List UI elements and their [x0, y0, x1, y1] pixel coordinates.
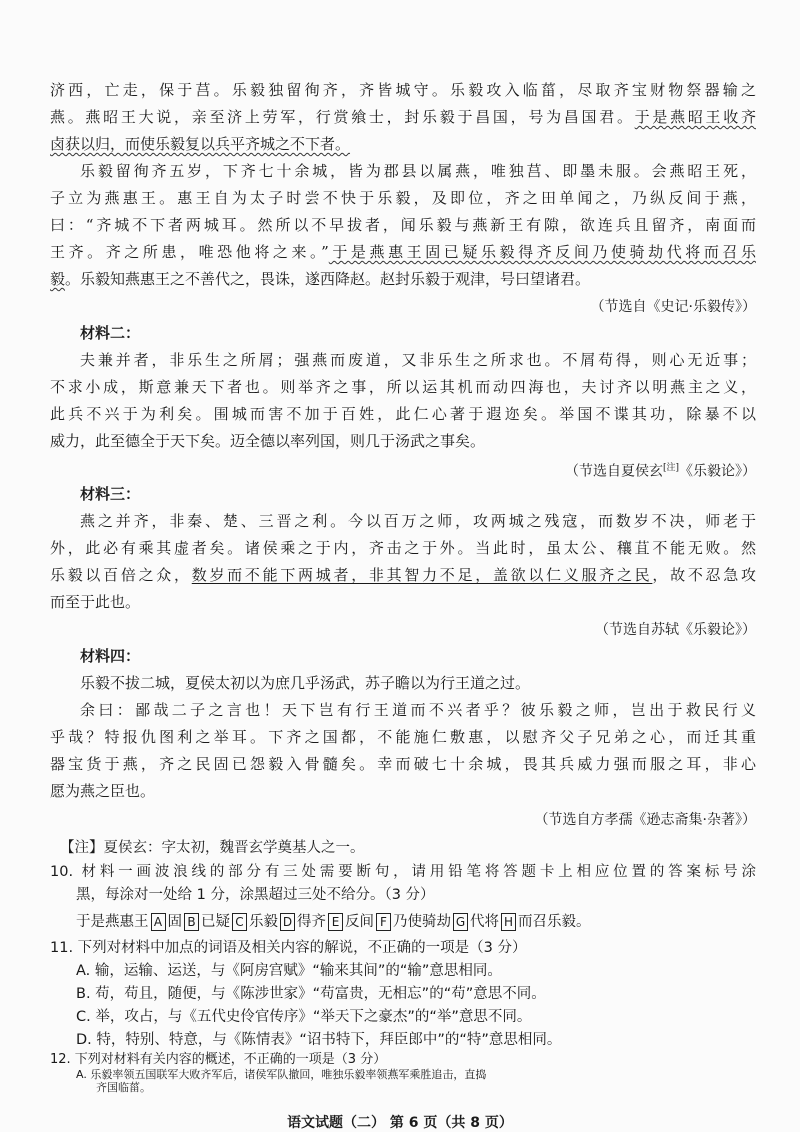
- material-heading: 材料四：: [80, 647, 141, 665]
- segment-text: 而召乐毅。: [518, 914, 591, 930]
- option-a-continued[interactable]: 齐国临菑。: [96, 1081, 151, 1094]
- answer-box-b[interactable]: B: [184, 913, 199, 931]
- passage-text: ，故不忍急攻: [652, 566, 756, 584]
- passage-line: 愿为燕之臣也。: [50, 782, 156, 800]
- passage-line: 不求小成，斯意兼天下者也。则举齐之事，所以运其机而动四海也，夫讨齐以明燕主之义，: [50, 378, 756, 396]
- source-citation: （节选自方孝孺《逊志斋集·杂著》）: [534, 812, 756, 828]
- passage-line: 外，此必有乘其虚者矣。诸侯乘之于内，齐击之于外。当此时，虽太公、穰苴不能无败。然: [50, 539, 756, 557]
- passage-text: 燕。燕昭王大说，亲至济上劳军，行赏飨士，封乐毅于昌国，号为昌国君。: [50, 108, 635, 126]
- option-b[interactable]: B. 苟，苟且，随便，与《陈涉世家》“苟富贵，无相忘”的“苟”意思不同。: [76, 986, 546, 1002]
- passage-line: 乐毅留徇齐五岁，下齐七十余城，皆为郡县以属燕，唯独莒、即墨未服。会燕昭王死，: [80, 162, 756, 180]
- wavy-underlined-text: 于是燕惠王固已疑乐毅得齐反间乃使骑劫代将而召乐: [328, 243, 756, 261]
- material-heading: 材料二：: [80, 324, 141, 342]
- segment-text: 得齐: [297, 914, 326, 930]
- passage-text: 。乐毅知燕惠王之不善代之，畏诛，遂西降赵。赵封乐毅于观津，号曰望诸君。: [65, 270, 591, 288]
- source-text: （节选自夏侯玄: [564, 463, 663, 480]
- passage-line: [50, 242, 756, 262]
- passage-text: 王齐。齐之所患，唯恐他将之来。”: [50, 243, 329, 261]
- material-heading: 材料三：: [80, 485, 141, 503]
- option-c[interactable]: C. 举，攻占，与《五代史伶官传序》“举天下之豪杰”的“举”意思不同。: [76, 1009, 532, 1025]
- segment-text: 乃使骑劫: [393, 914, 451, 930]
- answer-box-c[interactable]: C: [232, 913, 247, 931]
- source-text: 《乐毅论》）: [679, 463, 756, 480]
- question-10-stem: 10. 材料一画波浪线的部分有三处需要断句，请用铅笔将答题卡上相应位置的答案标号涂: [50, 864, 756, 880]
- note-marker: [注]: [662, 463, 679, 473]
- passage-line: 威力，此至德全于天下矣。迈全德以率列国，则几于汤武之事矣。: [50, 432, 486, 450]
- answer-box-f[interactable]: F: [376, 913, 391, 931]
- answer-box-a[interactable]: A: [151, 913, 166, 931]
- answer-box-e[interactable]: E: [328, 913, 343, 931]
- passage-line: 而至于此也。: [50, 593, 141, 611]
- question-10-stem: 黑，每涂对一处给 1 分，涂黑超过三处不给分。（3 分）: [76, 887, 435, 903]
- passage-line: 曰：“齐城不下者两城耳。然所以不早拔者，闻乐毅与燕新王有隙，欲连兵且留齐，南面而: [50, 216, 756, 234]
- passage-line: [50, 107, 756, 127]
- passage-line: 乐毅不拔二城，夏侯太初以为庶几乎汤武，苏子瞻以为行王道之过。: [80, 674, 531, 692]
- wavy-underlined-text: 毅: [50, 270, 66, 288]
- footnote: 【注】夏侯玄：字太初，魏晋玄学奠基人之一。: [60, 840, 365, 856]
- answer-box-h[interactable]: H: [501, 913, 516, 931]
- passage-line: 济西，亡走，保于莒。乐毅独留徇齐，齐皆城守。乐毅攻入临菑，尽取齐宝财物祭器输之: [50, 81, 756, 99]
- passage-line: 夫兼并者，非乐生之所屑；强燕而废道，又非乐生之所求也。不屑苟得，则心无近事；: [80, 351, 756, 369]
- option-a[interactable]: A. 乐毅率领五国联军大败齐军后，诸侯军队撤回，唯独乐毅率领燕军乘胜追击，直捣: [76, 1068, 487, 1081]
- passage-line: 此兵不兴于为利矣。围城而害不加于百姓，此仁心著于遐迩矣。举国不谍其功，除暴不以: [50, 405, 756, 423]
- passage-text: 乐毅以百倍之众，: [50, 566, 192, 584]
- passage-line: 燕之并齐，非秦、楚、三晋之利。今以百万之师，攻两城之残寇，而数岁不决，师老于: [80, 512, 756, 530]
- question-10-segmented-sentence: [76, 912, 756, 932]
- option-a[interactable]: A. 输，运输、运送，与《阿房宫赋》“输来其间”的“输”意思相同。: [76, 963, 502, 979]
- passage-line: 器宝货于燕，齐之民固已怨毅入骨髓矣。幸而破七十余城，畏其兵威力强而服之耳，非心: [50, 755, 756, 773]
- passage-line: 子立为燕惠王。惠王自为太子时尝不快于乐毅，及即位，齐之田单闻之，乃纵反间于燕，: [50, 189, 756, 207]
- question-11-stem: 11. 下列对材料中加点的词语及相关内容的解说，不正确的一项是（3 分）: [50, 940, 527, 956]
- source-citation: （节选自苏轼《乐毅论》）: [595, 622, 756, 638]
- page-footer: 语文试题（二） 第 6 页（共 8 页）: [287, 1115, 513, 1131]
- wavy-underlined-text: 于是燕昭王收齐: [634, 108, 756, 126]
- segment-text: 于是燕惠王: [76, 914, 149, 930]
- segment-text: 固: [167, 914, 182, 930]
- passage-line: [50, 565, 756, 585]
- option-d[interactable]: D. 特，特别、特意，与《陈情表》“诏书特下，拜臣郎中”的“特”意思相同。: [76, 1032, 562, 1048]
- question-12-stem: 12. 下列对材料有关内容的概述，不正确的一项是（3 分）: [50, 1052, 387, 1067]
- segment-text: 反间: [345, 914, 374, 930]
- passage-line: 乎哉？特报仇图利之举耳。下齐之国都，不能施仁敷惠，以慰齐父子兄弟之心，而迁其重: [50, 728, 756, 746]
- source-citation: （节选自《史记·乐毅传》）: [590, 299, 756, 315]
- segment-text: 已疑: [201, 914, 230, 930]
- passage-line: [50, 269, 756, 289]
- source-citation: [50, 458, 756, 482]
- segment-text: 代将: [470, 914, 499, 930]
- wavy-underlined-text: 卤获以归，而使乐毅复以兵平齐城之不下者。: [50, 135, 351, 153]
- underlined-text: 数岁而不能下两城者，非其智力不足，盖欲以仁义服齐之民: [191, 566, 653, 584]
- answer-box-d[interactable]: D: [280, 913, 295, 931]
- passage-line: 余曰：鄙哉二子之言也！天下岂有行王道而不兴者乎？彼乐毅之师，岂出于救民行义: [80, 701, 756, 719]
- answer-box-g[interactable]: G: [453, 913, 468, 931]
- passage-line: [50, 134, 756, 154]
- segment-text: 乐毅: [249, 914, 278, 930]
